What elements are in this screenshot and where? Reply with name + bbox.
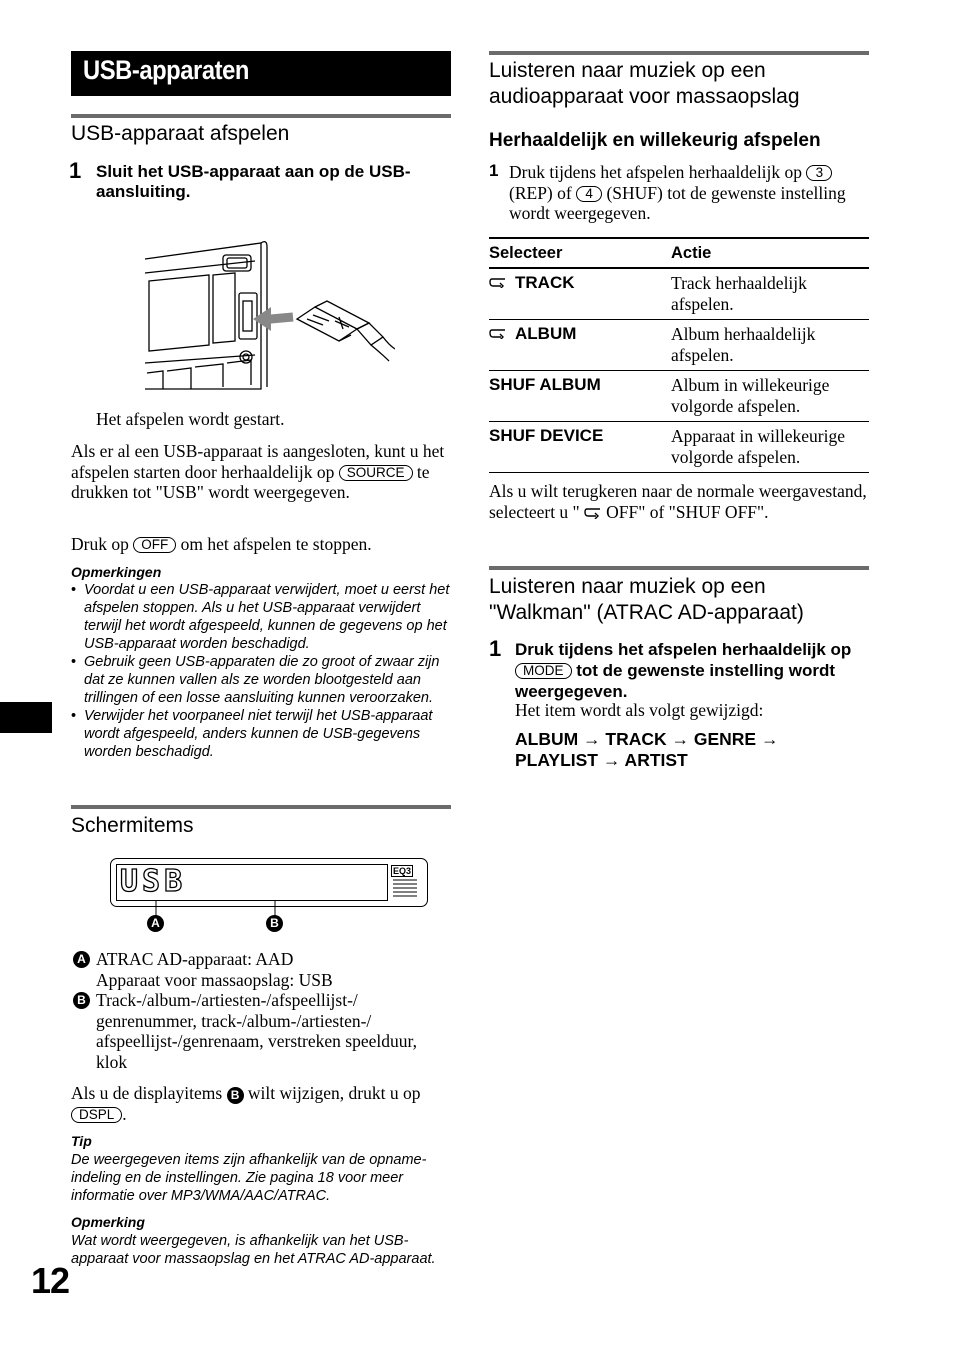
table-cell-select bbox=[489, 268, 671, 320]
page-number: 12 bbox=[31, 1260, 70, 1301]
table-cell-action: Track herhaaldelijk afspelen. bbox=[671, 268, 869, 320]
rep-label: (REP) of bbox=[509, 182, 572, 203]
paragraph-dspl-b: wilt wijzigen, drukt u op bbox=[247, 1083, 421, 1103]
section-heading-usb-play: USB-apparaat afspelen bbox=[71, 122, 290, 145]
step-number: 1 bbox=[489, 636, 502, 661]
note-item: • Verwijder het voorpaneel niet terwijl het USB-apparaat wordt afgespeeld, anders kunnen de USB-gegevens worden beschadigd. bbox=[71, 707, 453, 761]
step-mode-a: Druk tijdens het afspelen herhaaldelijk op bbox=[515, 640, 852, 659]
button-4[interactable]: 4 bbox=[576, 186, 602, 202]
button-3[interactable]: 3 bbox=[806, 165, 832, 181]
source-button[interactable]: SOURCE bbox=[339, 465, 413, 481]
tip-text: De weergegeven items zijn afhankelijk van de opname-indeling en de instellingen. Zie pagina 18 voor meer informatie over MP3/WMA/AAC/ATRAC. bbox=[71, 1152, 427, 1204]
step-rep-shuf-a: Druk tijdens het afspelen herhaaldelijk op bbox=[509, 162, 803, 182]
step-rep-shuf-text bbox=[509, 162, 869, 224]
page-title: USB-apparaten bbox=[83, 55, 249, 85]
step-number: 1 bbox=[489, 161, 499, 180]
paragraph-dspl-c: . bbox=[122, 1104, 127, 1124]
step-mode-b: tot de gewenste instelling wordt weergegeven. bbox=[515, 661, 836, 701]
paragraph-source-a: Als er al een USB-apparaat is aangesloten, kunt u het afspelen starten door herhaaldelijk op bbox=[71, 441, 445, 482]
table-header-row bbox=[489, 238, 869, 268]
inline-b-icon: B bbox=[227, 1087, 244, 1104]
table-cell-select: SHUF DEVICE bbox=[489, 422, 671, 473]
paragraph-dspl bbox=[71, 1083, 451, 1125]
mode-sequence-line1: ALBUM → TRACK → GENRE → bbox=[515, 729, 779, 749]
table-row bbox=[489, 371, 869, 422]
table-cell-action: Apparaat in willekeurige volgorde afspelen. bbox=[671, 422, 869, 473]
step-number: 1 bbox=[69, 158, 82, 183]
dspl-button[interactable]: DSPL bbox=[71, 1107, 122, 1123]
item-a-text bbox=[96, 949, 451, 990]
mode-sequence-line2: PLAYLIST → ARTIST bbox=[515, 750, 688, 770]
step-rep-shuf-b: (SHUF) tot de gewenste instelling wordt weergegeven. bbox=[509, 182, 846, 223]
table-row bbox=[489, 320, 869, 371]
table-header-action: Actie bbox=[671, 238, 869, 268]
note-heading: Opmerking bbox=[71, 1214, 145, 1230]
item-a-marker-icon: A bbox=[73, 951, 90, 968]
paragraph-off bbox=[71, 534, 451, 555]
note-item: • Voordat u een USB-apparaat verwijdert, moet u eerst het afspelen stoppen. Als u het USB-apparaat verwijdert terwijl het wordt afgespeeld, kunnen de gegevens op het USB-apparaat worden beschadigd. bbox=[71, 581, 453, 653]
section-heading-mass-storage: Luisteren naar muziek op een audioapparaat voor massaopslag bbox=[489, 59, 800, 108]
table-row bbox=[489, 268, 869, 320]
section-rule bbox=[489, 566, 869, 570]
paragraph-source-b: te drukken tot "USB" wordt weergegeven. bbox=[71, 461, 430, 502]
step-mode-sub: Het item wordt als volgt gewijzigd: bbox=[515, 700, 764, 720]
select-label: TRACK bbox=[515, 273, 575, 292]
repeat-icon bbox=[584, 508, 602, 519]
side-tab-marker bbox=[0, 702, 52, 733]
table-row bbox=[489, 422, 869, 473]
off-button[interactable]: OFF bbox=[133, 537, 176, 553]
item-a-line2: Apparaat voor massaopslag: USB bbox=[96, 969, 333, 990]
settings-table bbox=[489, 237, 869, 473]
step-text: Sluit het USB-apparaat aan op de USB-aansluiting. bbox=[96, 162, 411, 201]
paragraph-source bbox=[71, 441, 451, 503]
tip-heading: Tip bbox=[71, 1133, 92, 1149]
section-heading-walkman: Luisteren naar muziek op een "Walkman" (ATRAC AD-apparaat) bbox=[489, 575, 804, 624]
paragraph-normal-mode bbox=[489, 481, 869, 522]
repeat-icon bbox=[489, 329, 507, 339]
select-label: ALBUM bbox=[515, 324, 577, 343]
item-b-text: Track-/album-/artiesten-/afspeellijst-/ genrenummer, track-/album-/artiesten-/ afspeellijst-/genrenaam, verstreken speelduur, klok bbox=[96, 990, 417, 1072]
table-cell-action: Album in willekeurige volgorde afspelen. bbox=[671, 371, 869, 422]
mode-button[interactable]: MODE bbox=[515, 663, 572, 679]
item-b-marker-icon: B bbox=[73, 992, 90, 1009]
display-usb-text: USB bbox=[120, 864, 187, 899]
page-title-bar bbox=[71, 51, 451, 96]
notes-list bbox=[71, 581, 453, 761]
note-item: • Gebruik geen USB-apparaten die zo groot of zwaar zijn dat ze kunnen vallen als ze worden blootgesteld aan trillingen of een losse aansluiting kunnen veroorzaken. bbox=[71, 653, 453, 707]
callout-b-icon: B bbox=[266, 915, 283, 932]
mode-sequence bbox=[515, 729, 869, 771]
paragraph-normal-a: Als u wilt terugkeren naar de normale weergavestand, selecteert u " bbox=[489, 481, 867, 522]
paragraph-off-b: om het afspelen te stoppen. bbox=[180, 534, 372, 554]
section-rule bbox=[71, 805, 451, 809]
subheading-repeat-shuffle: Herhaaldelijk en willekeurig afspelen bbox=[489, 130, 821, 151]
table-header-select: Selecteer bbox=[489, 238, 671, 268]
table-cell-select bbox=[489, 320, 671, 371]
callout-a-icon: A bbox=[147, 915, 164, 932]
equalizer-icon bbox=[391, 878, 419, 900]
repeat-icon bbox=[489, 278, 507, 288]
usb-connection-illustration bbox=[143, 237, 395, 395]
paragraph-dspl-a: Als u de displayitems bbox=[71, 1083, 223, 1103]
paragraph-normal-b: OFF" of "SHUF OFF". bbox=[601, 501, 769, 522]
step-mode-text bbox=[515, 639, 869, 702]
display-eq-label: EQ3 bbox=[393, 866, 412, 876]
note-text: Wat wordt weergegeven, is afhankelijk van het USB-apparaat voor massaopslag en het ATRAC AD-apparaat. bbox=[71, 1233, 436, 1267]
paragraph-off-a: Druk op bbox=[71, 534, 129, 554]
playback-started-text: Het afspelen wordt gestart. bbox=[96, 409, 285, 429]
section-heading-screen-items: Schermitems bbox=[71, 814, 194, 837]
section-rule bbox=[71, 114, 451, 118]
table-cell-select: SHUF ALBUM bbox=[489, 371, 671, 422]
table-cell-action: Album herhaaldelijk afspelen. bbox=[671, 320, 869, 371]
notes-heading: Opmerkingen bbox=[71, 564, 162, 580]
section-rule bbox=[489, 51, 869, 55]
item-a-line1: ATRAC AD-apparaat: AAD bbox=[96, 949, 294, 969]
